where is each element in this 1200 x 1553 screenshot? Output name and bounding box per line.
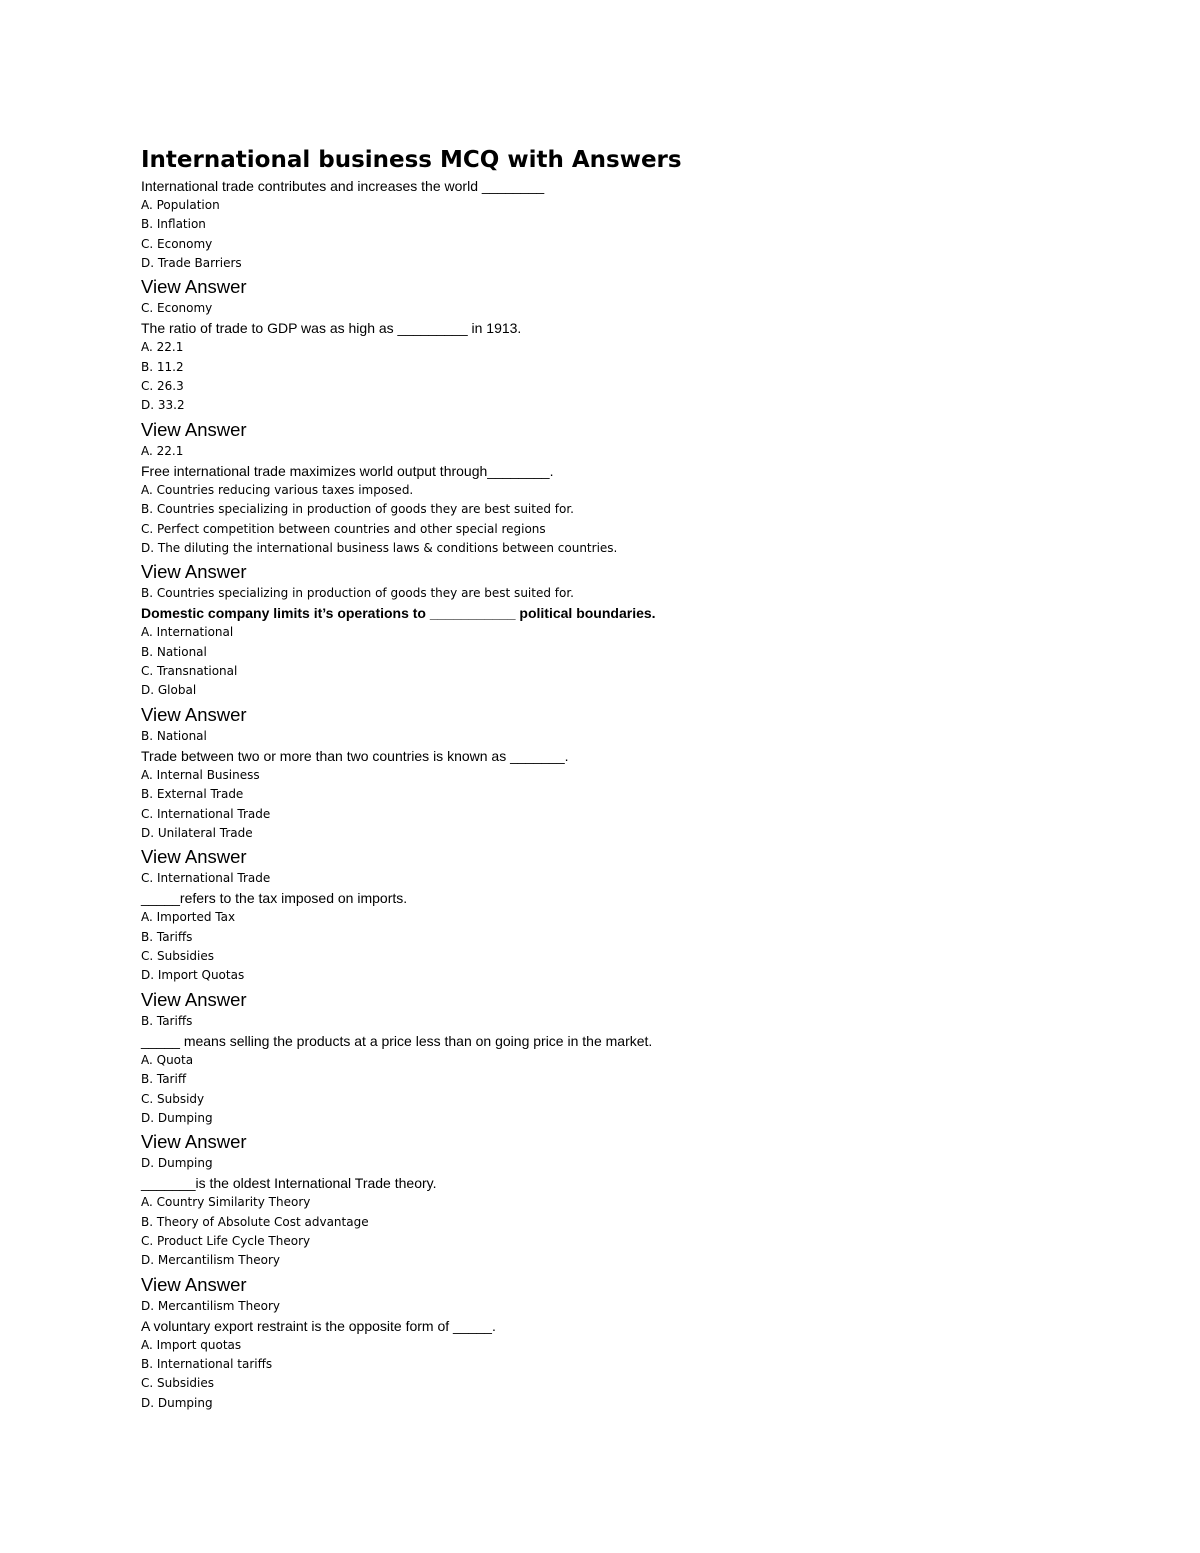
answer-option: D. Mercantilism Theory [141,1253,280,1268]
question-text: A voluntary export restraint is the opposite form of _____. [141,1317,496,1334]
question-block [141,176,1101,318]
answer-option: C. 26.3 [141,379,184,394]
answer-option: D. Trade Barriers [141,255,242,270]
answer-option: C. Subsidies [141,1376,215,1391]
correct-answer: B. Tariffs [141,1013,193,1028]
view-answer-link[interactable]: View Answer [141,846,247,868]
answer-option: D. Dumping [141,1395,213,1410]
answer-option: B. Countries specializing in production of goods they are best suited for. [141,502,574,517]
answer-option: D. The diluting the international business laws & conditions between countries. [141,540,618,555]
answer-option: A. 22.1 [141,340,184,355]
question-text: _____ means selling the products at a price less than on going price in the market. [141,1032,653,1049]
question-text: Trade between two or more than two countries is known as _______. [141,747,569,764]
view-answer-link[interactable]: View Answer [141,988,247,1010]
answer-option: B. External Trade [141,787,244,802]
question-block [141,1316,1101,1413]
answer-option: A. Country Similarity Theory [141,1195,311,1210]
question-block [141,603,1101,745]
answer-option: B. Theory of Absolute Cost advantage [141,1214,369,1229]
answer-option: C. Economy [141,236,213,251]
question-text: International trade contributes and increases the world ________ [141,178,545,194]
answer-option: B. International tariffs [141,1357,273,1372]
answer-option: A. Countries reducing various taxes imposed. [141,482,414,497]
answer-option: A. Imported Tax [141,910,236,925]
answer-option: D. Global [141,683,197,698]
answer-option: D. Import Quotas [141,968,245,983]
answer-option: A. Quota [141,1052,194,1067]
answer-option: D. Dumping [141,1110,213,1125]
correct-answer: B. National [141,728,207,743]
correct-answer: B. Countries specializing in production of goods they are best suited for. [141,586,574,601]
correct-answer: D. Mercantilism Theory [141,1298,280,1313]
answer-option: C. Subsidy [141,1091,205,1106]
view-answer-link[interactable]: View Answer [141,703,247,725]
question-block [141,888,1101,1030]
correct-answer: C. International Trade [141,871,271,886]
question-block [141,461,1101,603]
correct-answer: C. Economy [141,301,213,316]
answer-option: B. Tariffs [141,929,193,944]
view-answer-link[interactable]: View Answer [141,1131,247,1153]
answer-option: D. 33.2 [141,398,185,413]
answer-option: A. Internal Business [141,767,260,782]
answer-option: B. 11.2 [141,359,184,374]
correct-answer: D. Dumping [141,1156,213,1171]
question-list [141,176,1101,1413]
question-block [141,318,1101,460]
answer-option: C. Transnational [141,664,238,679]
answer-option: B. Inflation [141,217,206,232]
answer-option: D. Unilateral Trade [141,825,253,840]
answer-option: C. Product Life Cycle Theory [141,1233,311,1248]
correct-answer: A. 22.1 [141,443,184,458]
question-text: The ratio of trade to GDP was as high as _________ in 1913. [141,320,522,337]
answer-option: C. Perfect competition between countries and other special regions [141,521,546,536]
view-answer-link[interactable]: View Answer [141,418,247,440]
question-text: Domestic company limits it’s operations to ___________ political boundaries. [141,605,656,622]
view-answer-link[interactable]: View Answer [141,276,247,298]
question-block [141,1173,1101,1315]
page-title: International business MCQ with Answers [141,147,682,173]
answer-option: A. International [141,625,234,640]
document-page [141,144,1101,1413]
answer-option: A. Import quotas [141,1337,242,1352]
question-text: _____refers to the tax imposed on imports. [141,890,408,907]
answer-option: C. International Trade [141,806,271,821]
question-block [141,1031,1101,1173]
view-answer-link[interactable]: View Answer [141,561,247,583]
answer-option: B. National [141,644,207,659]
answer-option: A. Population [141,198,220,212]
answer-option: B. Tariff [141,1072,187,1087]
view-answer-link[interactable]: View Answer [141,1273,247,1295]
answer-option: C. Subsidies [141,949,215,964]
question-text: _______is the oldest International Trade theory. [141,1175,437,1192]
question-text: Free international trade maximizes world output through________. [141,462,554,479]
question-block [141,746,1101,888]
